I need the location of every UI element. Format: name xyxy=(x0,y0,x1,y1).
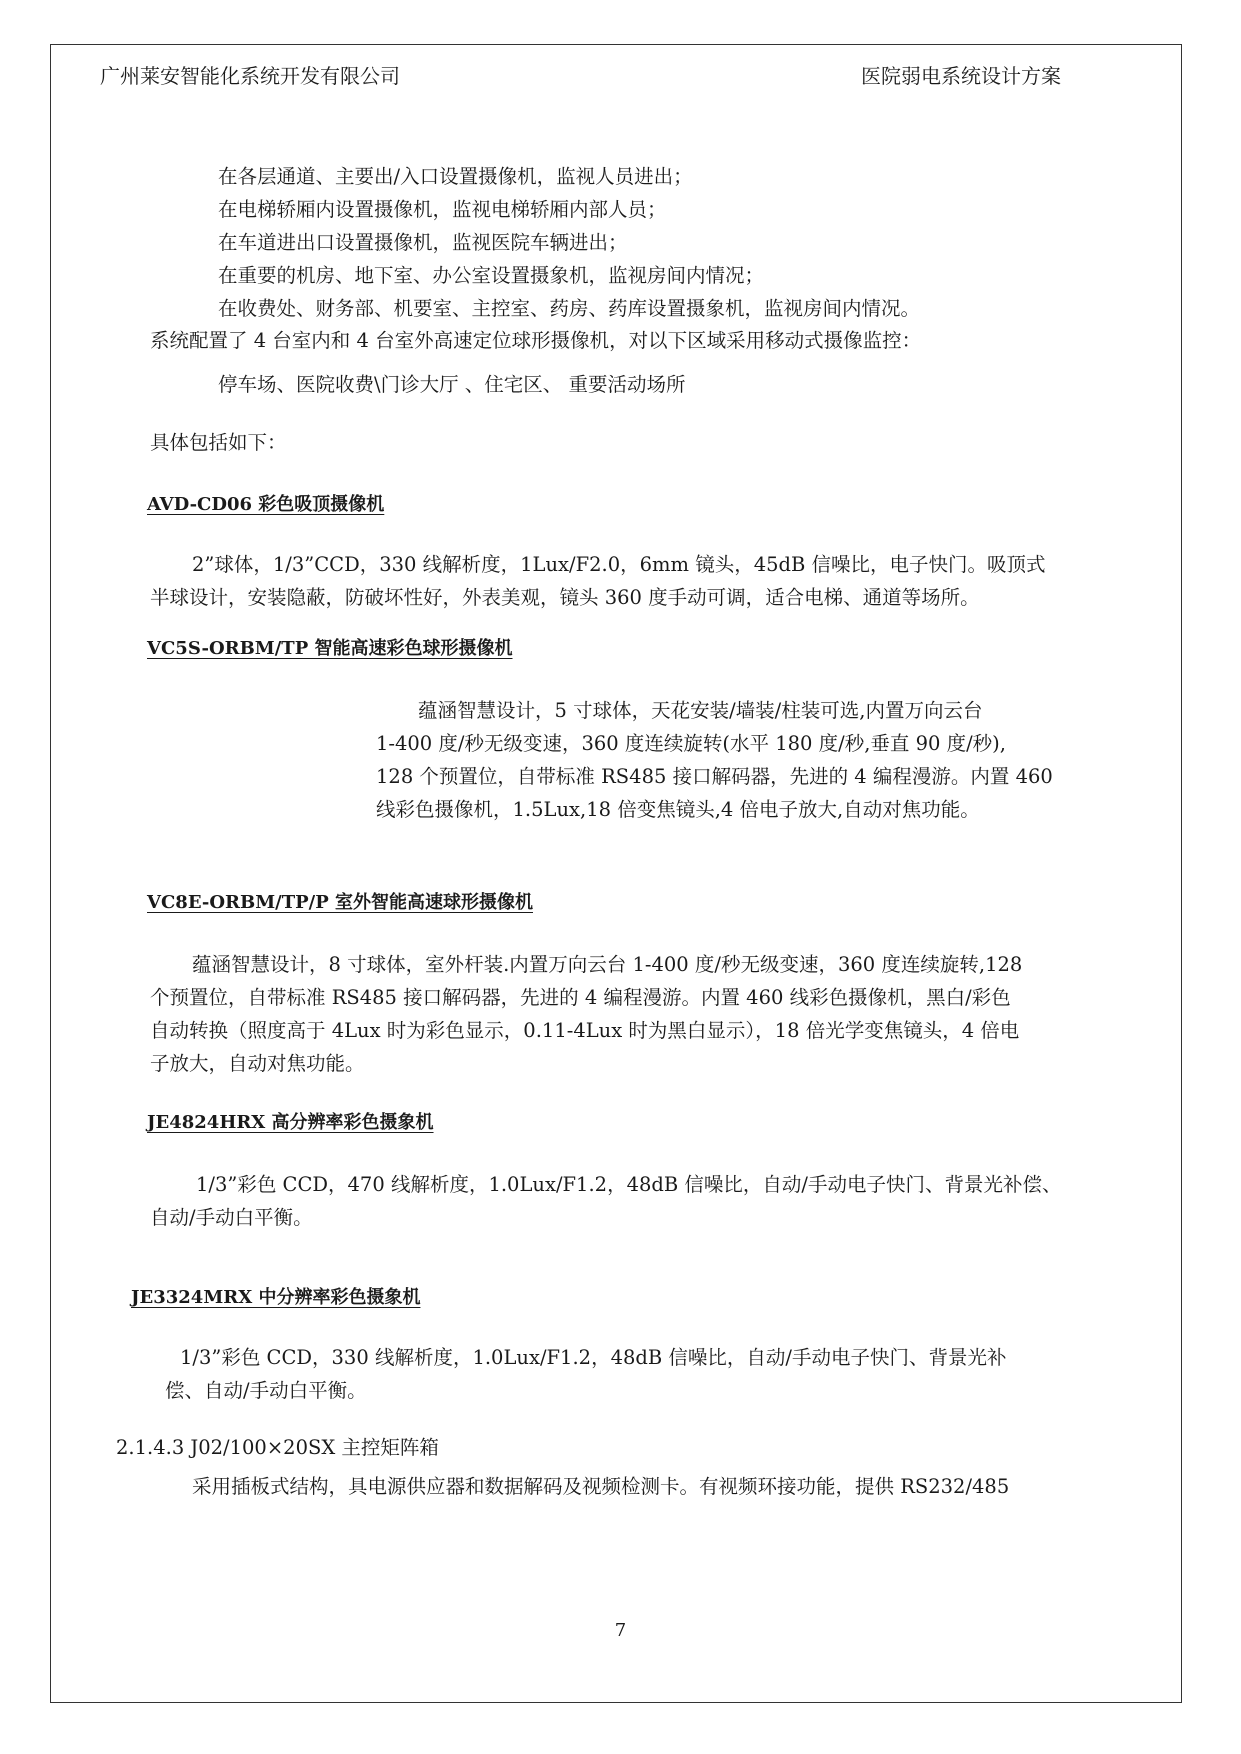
product-desc-line: 蕴涵智慧设计，8 寸球体，室外杆装.内置万向云台 1-400 度/秒无级变速，360 度连续旋转,128 xyxy=(192,953,1023,976)
page-number: 7 xyxy=(614,1620,627,1641)
product-desc-line: 线彩色摄像机，1.5Lux,18 倍变焦镜头,4 倍电子放大,自动对焦功能。 xyxy=(376,798,980,821)
header-company: 广州莱安智能化系统开发有限公司 xyxy=(100,64,400,88)
product-title: AVD-CD06 彩色吸顶摄像机 xyxy=(147,494,385,515)
product-desc-line: 个预置位，自带标准 RS485 接口解码器，先进的 4 编程漫游。内置 460 线彩色摄像机，黑白/彩色 xyxy=(150,986,1011,1009)
intro-line: 在重要的机房、地下室、办公室设置摄象机，监视房间内情况； xyxy=(218,264,765,287)
intro-line: 在各层通道、主要出/入口设置摄像机，监视人员进出； xyxy=(218,165,693,188)
product-desc-line: 自动转换（照度高于 4Lux 时为彩色显示，0.11-4Lux 时为黑白显示），18 倍光学变焦镜头，4 倍电 xyxy=(150,1019,1020,1042)
product-desc-line: 子放大，自动对焦功能。 xyxy=(150,1052,365,1075)
product-desc-line: 偿、自动/手动白平衡。 xyxy=(165,1379,367,1402)
intro-line: 在车道进出口设置摄像机，监视医院车辆进出； xyxy=(218,231,628,254)
product-title: VC5S-ORBM/TP 智能高速彩色球形摄像机 xyxy=(147,638,513,659)
system-config-line: 系统配置了 4 台室内和 4 台室外高速定位球形摄像机，对以下区域采用移动式摄像监控： xyxy=(150,329,922,352)
intro-line: 在电梯轿厢内设置摄像机，监视电梯轿厢内部人员； xyxy=(218,198,667,221)
product-desc-line: 半球设计，安装隐蔽，防破坏性好，外表美观，镜头 360 度手动可调，适合电梯、通道等场所。 xyxy=(150,586,980,609)
details-intro: 具体包括如下： xyxy=(150,431,287,454)
product-desc-line: 1/3”彩色 CCD，330 线解析度，1.0Lux/F1.2，48dB 信噪比，自动/手动电子快门、背景光补 xyxy=(180,1346,1007,1369)
product-desc-line: 128 个预置位，自带标准 RS485 接口解码器，先进的 4 编程漫游。内置 460 xyxy=(376,765,1053,788)
product-desc-line: 蕴涵智慧设计，5 寸球体，天花安装/墙装/柱装可选,内置万向云台 xyxy=(418,699,983,722)
monitored-areas: 停车场、医院收费\门诊大厅 、住宅区、 重要活动场所 xyxy=(218,373,686,396)
product-title: JE4824HRX 高分辨率彩色摄象机 xyxy=(147,1112,434,1133)
product-desc-line: 1-400 度/秒无级变速，360 度连续旋转(水平 180 度/秒,垂直 90 度/秒), xyxy=(376,732,1006,755)
product-desc-line: 1/3”彩色 CCD，470 线解析度，1.0Lux/F1.2，48dB 信噪比，自动/手动电子快门、背景光补偿、 xyxy=(196,1173,1062,1196)
section-heading: 2.1.4.3 J02/100×20SX 主控矩阵箱 xyxy=(116,1436,439,1459)
section-text: 采用插板式结构，具电源供应器和数据解码及视频检测卡。有视频环接功能，提供 RS232/485 xyxy=(192,1475,1010,1498)
product-title: JE3324MRX 中分辨率彩色摄象机 xyxy=(131,1287,421,1308)
intro-line: 在收费处、财务部、机要室、主控室、药房、药库设置摄象机，监视房间内情况。 xyxy=(218,297,921,320)
product-desc-line: 2”球体，1/3”CCD，330 线解析度，1Lux/F2.0，6mm 镜头，45dB 信噪比，电子快门。吸顶式 xyxy=(192,553,1046,576)
product-desc-line: 自动/手动白平衡。 xyxy=(150,1206,313,1229)
product-title: VC8E-ORBM/TP/P 室外智能高速球形摄像机 xyxy=(147,892,533,913)
header-doc-title: 医院弱电系统设计方案 xyxy=(861,64,1061,88)
